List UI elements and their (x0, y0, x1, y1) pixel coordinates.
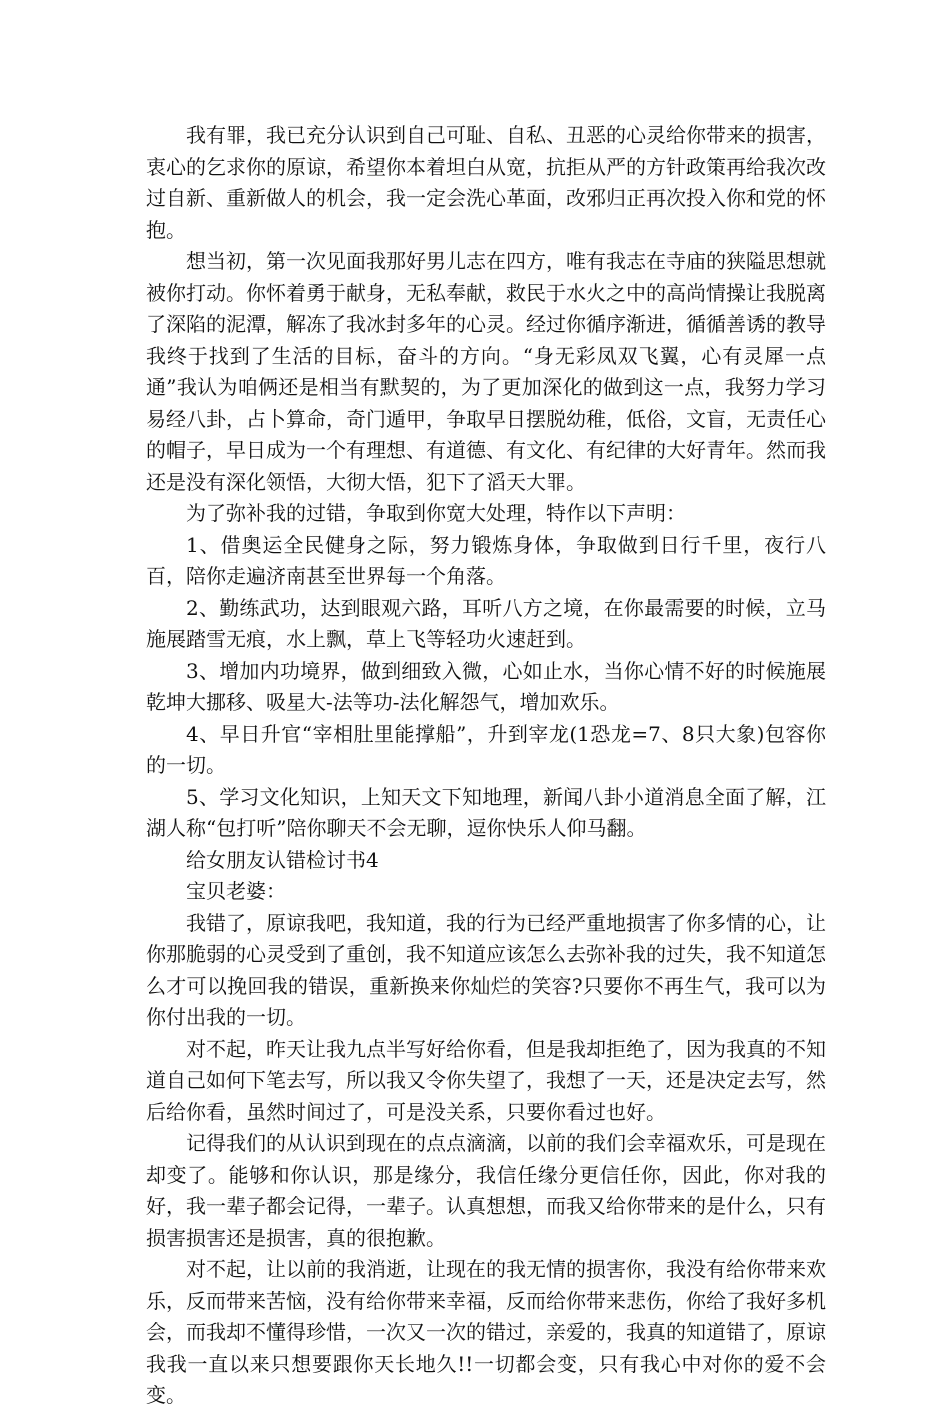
list-item-1: 1、借奥运全民健身之际，努力锻炼身体，争取做到日行千里，夜行八百，陪你走遍济南甚至世界每一个角落。 (146, 532, 826, 588)
list-item-5: 5、学习文化知识，上知天文下知地理，新闻八卦小道消息全面了解，江湖人称“包打听”陪你聊天不会无聊，逗你快乐人仰马翻。 (146, 784, 826, 840)
paragraph-apology: 我错了，原谅我吧，我知道，我的行为已经严重地损害了你多情的心，让你那脆弱的心灵受到了重创，我不知道应该怎么去弥补我的过失，我不知道怎么才可以挽回我的错误，重新换来你灿烂的笑容?只要你不再生气，我可以为你付出我的一切。 (146, 910, 826, 1029)
paragraph-declaration-intro: 为了弥补我的过错，争取到你宽大处理，特作以下声明： (186, 501, 686, 525)
list-item-3: 3、增加内功境界，做到细致入微，心如止水，当你心情不好的时候施展乾坤大挪移、吸星大-法等功-法化解怨气，增加欢乐。 (146, 658, 826, 714)
list-item-4: 4、早日升官“宰相肚里能撑船”，升到宰龙(1恐龙=7、8只大象)包容你的一切。 (146, 721, 826, 777)
paragraph-yesterday: 对不起，昨天让我九点半写好给你看，但是我却拒绝了，因为我真的不知道自己如何下笔去写，所以我又令你失望了，我想了一天，还是决定去写，然后给你看，虽然时间过了，可是没关系，只要你看过也好。 (146, 1036, 826, 1124)
paragraph-confession: 我有罪，我已充分认识到自己可耻、自私、丑恶的心灵给你带来的损害，衷心的乞求你的原谅，希望你本着坦白从宽，抗拒从严的方针政策再给我次改过自新、重新做人的机会，我一定会洗心革面，改邪归正再次投入你和党的怀抱。 (146, 123, 826, 242)
paragraph-first-meeting: 想当初，第一次见面我那好男儿志在四方，唯有我志在寺庙的狭隘思想就被你打动。你怀着勇于献身，无私奉献，救民于水火之中的高尚情操让我脱离了深陷的泥潭，解冻了我冰封多年的心灵。经过你循序渐进，循循善诱的教导我终于找到了生活的目标，奋斗的方向。“身无彩凤双飞翼，心有灵犀一点通”我认为咱俩还是相当有默契的，为了更加深化的做到这一点，我努力学习易经八卦，占卜算命，奇门遁甲，争取早日摆脱幼稚，低俗，文盲，无责任心的帽子，早日成为一个有理想、有道德、有文化、有纪律的大好青年。然而我还是没有深化领悟，大彻大悟，犯下了滔天大罪。 (146, 249, 826, 494)
paragraph-memories: 记得我们的从认识到现在的点点滴滴，以前的我们会幸福欢乐，可是现在却变了。能够和你认识，那是缘分，我信任缘分更信任你，因此，你对我的好，我一辈子都会记得，一辈子。认真想想，而我又给你带来的是什么，只有损害损害还是损害，真的很抱歉。 (146, 1131, 826, 1250)
document-body (146, 120, 826, 1412)
paragraph-closing: 对不起，让以前的我消逝，让现在的我无情的损害你，我没有给你带来欢乐，反而带来苦恼，没有给你带来幸福，反而给你带来悲伤，你给了我好多机会，而我却不懂得珍惜，一次又一次的错过，亲爱的，我真的知道错了，原谅我我一直以来只想要跟你天长地久!!一切都会变，只有我心中对你的爱不会变。 (146, 1257, 826, 1407)
section-heading: 给女朋友认错检讨书4 (186, 847, 379, 872)
salutation: 宝贝老婆： (186, 879, 286, 903)
list-item-2: 2、勤练武功，达到眼观六路，耳听八方之境，在你最需要的时候，立马施展踏雪无痕，水上飘，草上飞等轻功火速赶到。 (146, 595, 826, 651)
